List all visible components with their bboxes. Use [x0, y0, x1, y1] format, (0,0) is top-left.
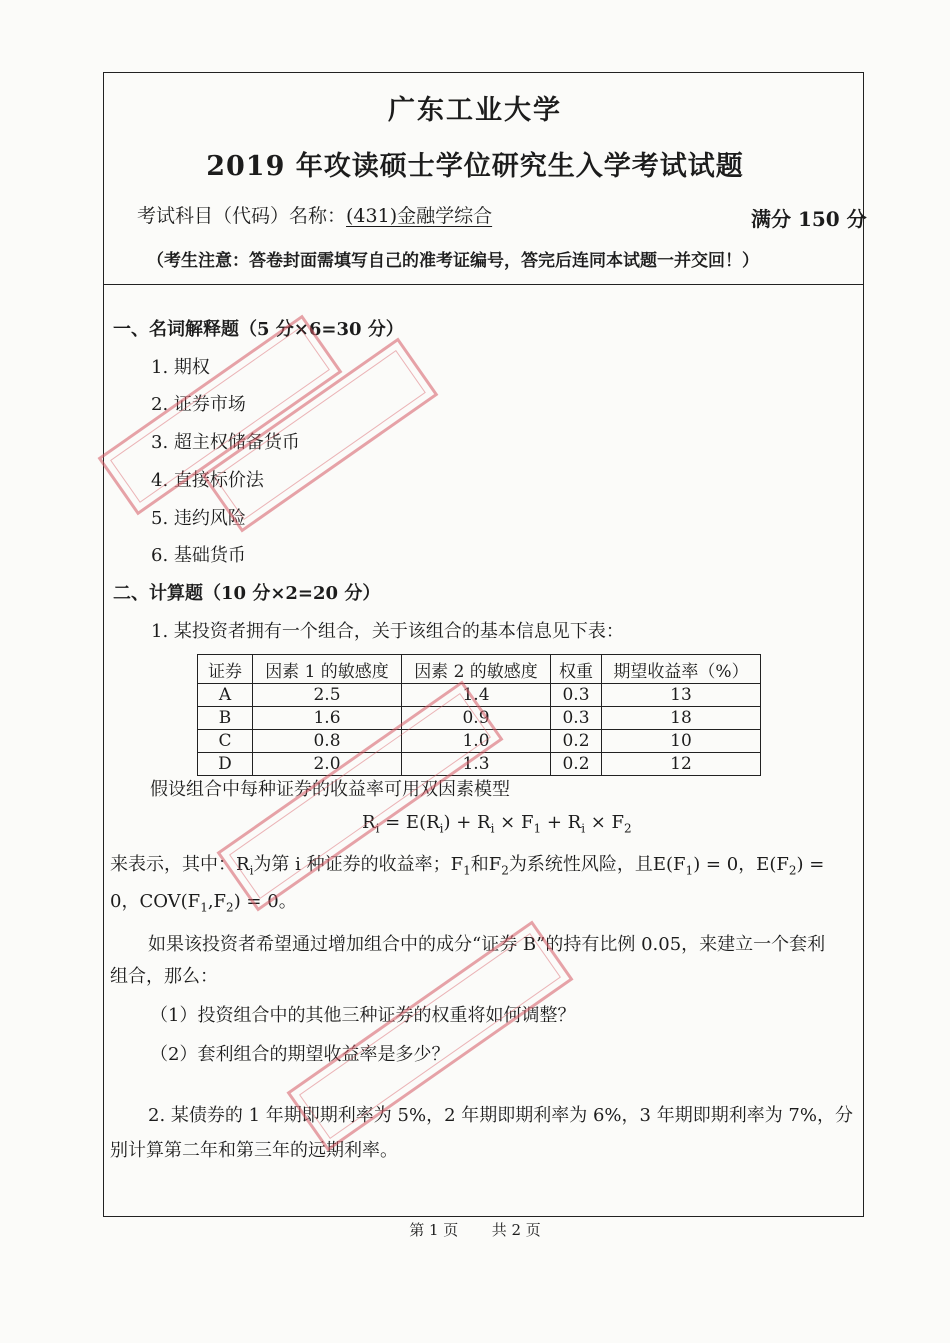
exam-notice: （考生注意：答卷封面需填写自己的准考证编号，答完后连同本试题一并交回！） — [147, 251, 759, 271]
table-cell: 1.0 — [402, 730, 551, 753]
table-cell: 0.2 — [551, 753, 602, 776]
table-header: 期望收益率（%） — [602, 655, 761, 684]
page-total: 共 2 页 — [491, 1221, 541, 1239]
table-cell: A — [198, 684, 253, 707]
explanation-line-1: 来表示，其中：$R_i$为第 i 种证券的收益率；$F_1$和$F_2$为系统性风险，且$E(F_1) = 0$，$E(F_2)$ = — [110, 854, 825, 878]
table-cell: 0.2 — [551, 730, 602, 753]
table-cell: 13 — [602, 684, 761, 707]
exam-title: 2019 年攻读硕士学位研究生入学考试试题 — [206, 151, 744, 182]
section1-item-6: 6. 基础货币 — [151, 545, 246, 566]
table-header: 因素 2 的敏感度 — [402, 655, 551, 684]
subject-prefix: 考试科目（代码）名称： — [137, 205, 347, 227]
two-factor-formula: $R_i = E(R_i) + R_i \times F_1 + R_i \times F_2$ — [362, 812, 632, 836]
section1-heading: 一、名词解释题（5 分×6=30 分） — [113, 319, 404, 340]
table-cell: 0.3 — [551, 684, 602, 707]
table-cell: 1.6 — [253, 707, 402, 730]
table-cell: 2.0 — [253, 753, 402, 776]
question1-sub-1: （1）投资组合中的其他三种证券的权重将如何调整？ — [150, 1005, 576, 1026]
table-cell: 2.5 — [253, 684, 402, 707]
table-header: 权重 — [551, 655, 602, 684]
table-header-row — [198, 655, 761, 684]
table-cell: 12 — [602, 753, 761, 776]
table-cell: 0.9 — [402, 707, 551, 730]
section1-item-1: 1. 期权 — [151, 357, 210, 378]
page-footer — [0, 1219, 950, 1240]
section2-heading: 二、计算题（10 分×2=20 分） — [113, 583, 381, 604]
model-text: 假设组合中每种证券的收益率可用双因素模型 — [150, 779, 510, 800]
full-score: 满分 150 分 — [751, 207, 867, 231]
table-cell: B — [198, 707, 253, 730]
table-header: 因素 1 的敏感度 — [253, 655, 402, 684]
table-row — [198, 684, 761, 707]
question1-sub-2: （2）套利组合的期望收益率是多少？ — [150, 1044, 450, 1065]
subject-code: (431)金融学综合 — [346, 205, 493, 227]
table-cell: D — [198, 753, 253, 776]
header-divider — [103, 284, 864, 285]
explanation-line-2: 0，$COV(F_1,F_2) = 0$。 — [110, 891, 297, 915]
question2-line-1: 2. 某债券的 1 年期即期利率为 5%，2 年期即期利率为 6%，3 年期即期利率为 7%，分 — [148, 1105, 853, 1126]
table-cell: 18 — [602, 707, 761, 730]
section1-item-4: 4. 直接标价法 — [151, 470, 264, 491]
question1-intro: 1. 某投资者拥有一个组合，关于该组合的基本信息见下表： — [151, 621, 624, 642]
section1-item-2: 2. 证券市场 — [151, 394, 246, 415]
subject-line — [137, 201, 492, 228]
question1-body-1: 如果该投资者希望通过增加组合中的成分“证券 B”的持有比例 0.05，来建立一个套利 — [148, 934, 826, 955]
table-cell: C — [198, 730, 253, 753]
question2-line-2: 别计算第二年和第三年的远期利率。 — [110, 1140, 398, 1161]
section1-item-3: 3. 超主权储备货币 — [151, 432, 300, 453]
table-cell: 10 — [602, 730, 761, 753]
table-cell: 1.4 — [402, 684, 551, 707]
table-cell: 0.3 — [551, 707, 602, 730]
page-number: 第 1 页 — [409, 1221, 459, 1239]
table-cell: 1.3 — [402, 753, 551, 776]
table-cell: 0.8 — [253, 730, 402, 753]
section1-item-5: 5. 违约风险 — [151, 508, 246, 529]
question1-body-2: 组合，那么： — [110, 966, 218, 987]
university-name: 广东工业大学 — [388, 95, 562, 126]
table-header: 证券 — [198, 655, 253, 684]
